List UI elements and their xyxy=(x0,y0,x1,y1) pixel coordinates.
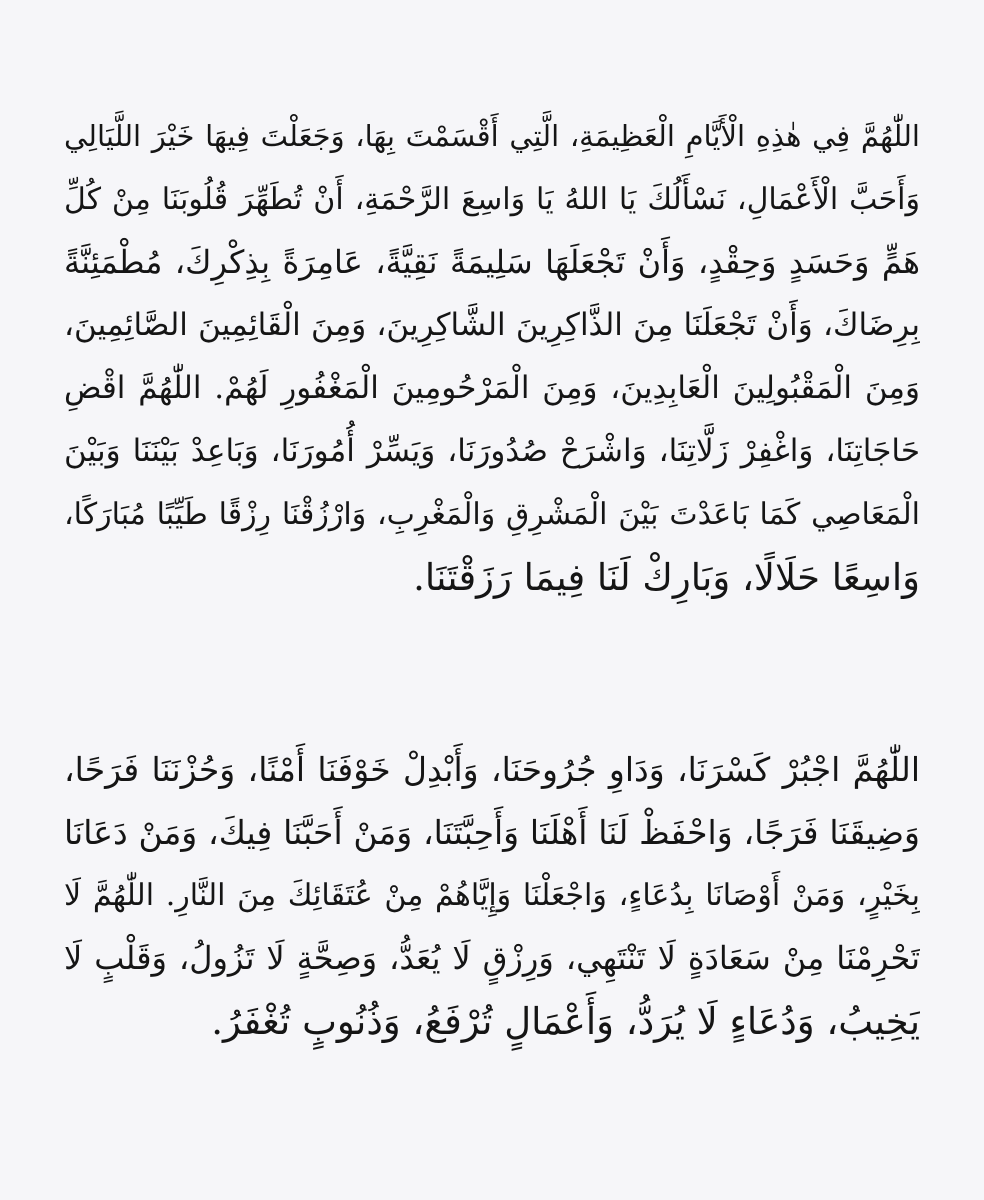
text-line: الْمَعَاصِي كَمَا بَاعَدْتَ بَيْنَ الْمَشْرِقِ وَالْمَغْرِبِ، وَارْزُقْنَا رِزْقًا طَيِّبًا مُبَارَكًا، xyxy=(64,497,920,532)
text-line: بِخَيْرٍ، وَمَنْ أَوْصَانَا بِدُعَاءٍ، وَاجْعَلْنَا وَإِيَّاهُمْ مِنْ عُتَقَائِكَ مِنَ النَّارِ. اللّٰهُمَّ لَا xyxy=(64,878,920,913)
dua-paragraph-2 xyxy=(64,738,920,1053)
text-line: يَخِيبُ، وَدُعَاءٍ لَا يُرَدُّ، وَأَعْمَالٍ تُرْفَعُ، وَذُنُوبٍ تُغْفَرُ. xyxy=(211,1000,920,1043)
text-line: وَأَحَبَّ الْأَعْمَالِ، نَسْأَلُكَ يَا اللهُ يَا وَاسِعَ الرَّحْمَةِ، أَنْ تُطَهِّرَ قُلُوبَنَا مِنْ كُلِّ xyxy=(64,182,920,217)
text-line: اللّٰهُمَّ فِي هٰذِهِ الْأَيَّامِ الْعَظِيمَةِ، الَّتِي أَقْسَمْتَ بِهَا، وَجَعَلْتَ فِيهَا خَيْرَ اللَّيَالِي xyxy=(64,119,920,153)
text-line: هَمٍّ وَحَسَدٍ وَحِقْدٍ، وَأَنْ تَجْعَلَهَا سَلِيمَةً نَقِيَّةً، عَامِرَةً بِذِكْرِكَ، مُطْمَئِنَّةً xyxy=(64,243,920,281)
text-line: اللّٰهُمَّ اجْبُرْ كَسْرَنَا، وَدَاوِ جُرُوحَنَا، وَأَبْدِلْ خَوْفَنَا أَمْنًا، وَحُزْنَنَا فَرَحًا، xyxy=(64,750,920,789)
text-line: تَحْرِمْنَا مِنْ سَعَادَةٍ لَا تَنْتَهِي، وَرِزْقٍ لَا يُعَدُّ، وَصِحَّةٍ لَا تَزُولُ، وَقَلْبٍ لَا xyxy=(64,939,920,977)
text-line: وَمِنَ الْمَقْبُولِينَ الْعَابِدِينَ، وَمِنَ الْمَرْحُومِينَ الْمَغْفُورِ لَهُمْ. اللّٰهُمَّ اقْضِ xyxy=(64,370,920,406)
text-line: وَضِيقَنَا فَرَجًا، وَاحْفَظْ لَنَا أَهْلَنَا وَأَحِبَّتَنَا، وَمَنْ أَحَبَّنَا فِيكَ، وَمَنْ دَعَانَا xyxy=(64,813,920,852)
text-line: حَاجَاتِنَا، وَاغْفِرْ زَلَّاتِنَا، وَاشْرَحْ صُدُورَنَا، وَيَسِّرْ أُمُورَنَا، وَبَاعِدْ بَيْنَنَا وَبَيْنَ xyxy=(64,433,920,469)
text-line: وَاسِعًا حَلَالًا، وَبَارِكْ لَنَا فِيمَا رَزَقْتَنَا. xyxy=(413,556,920,599)
dua-paragraph-1 xyxy=(64,105,920,609)
text-line: بِرِضَاكَ، وَأَنْ تَجْعَلَنَا مِنَ الذَّاكِرِينَ الشَّاكِرِينَ، وَمِنَ الْقَائِمِينَ الصَّائِمِينَ، xyxy=(64,307,920,343)
